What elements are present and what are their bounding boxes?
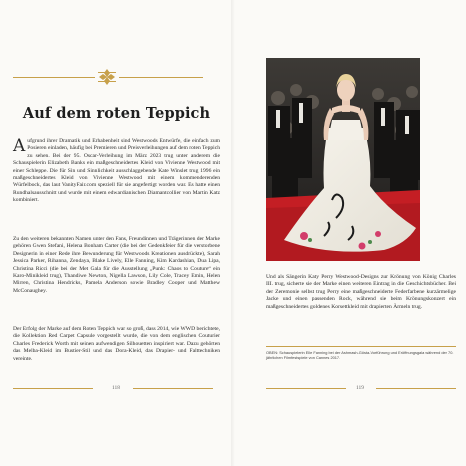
header-rule-left [13,77,95,78]
red-carpet-photo [266,58,420,261]
drop-cap: A [13,136,26,156]
paragraph-collection: Der Erfolg der Marke auf dem Roten Teppich war so groß, dass 2014, wie WWD berichtete, die Kollektion Red Carpet Capsule vorgestellt wurde, die von dem englischen Couturier Charles Frederick Worth mit seinen aufwendigen Silhouetten inspiriert war. Dazu gehörten das Melba-Kleid im Bustier-Stil und das Dora-Kleid, das Drapier- und Falttechniken vereinte. [13,326,220,362]
paragraph-intro [13,138,220,205]
page-title: Auf dem roten Teppich [22,105,211,122]
ornament-icon [97,67,117,87]
folio-rule-left-a [13,388,93,389]
folio-rule-right-a [266,388,346,389]
folio-rule-left-b [133,388,213,389]
paragraph-fans: Zu den weiteren bekannten Namen unter den Fans, Freundinnen und Trägerinnen der Marke gehören Gwen Stefani, Helena Bonham Carter (die bei der Gedenkfeier für die verstorbene Designerin in einer Rede ihre Bewunderung für Westwoods Kreationen ausdrückte), Sarah Jessica Parker, Rihanna, Zendaya, Blake Lively, Elle Fanning, Kim Kardashian, Dua Lipa, Christina Ricci (die bei der Met Gala für die Ausstellung „Punk: Chaos to Couture“ ein Karo-Minikleid trug), Thandiwe Newton, Nigella Lawson, Lily Cole, Tracey Emin, Helen Mirren, Christina Hendricks, Pamela Anderson sowie Bradley Cooper und Matthew McConaughey. [13,236,220,294]
page-gutter [231,0,235,466]
paragraph-intro-text: ufgrund ihrer Dramatik und Erhabenheit sind Westwoods Entwürfe, die einfach zum Posieren einladen, häufig bei Premieren und Preisverleihungen auf dem roten Teppich zu sehen. Bei der 95. Oscar-Verleihung im März 2023 trug unter anderem die Schauspielerin Elizabeth Banks ein maßgeschneidertes Kleid von Vivienne Westwood mit einer Schleppe. Die für Sin und Sinnlichkeit ausschlaggebende Kate Winslet trug 1996 ein maßgeschneidertes Kleid von Vivienne Westwood mit einem kommenderenden Würfelbock, das laut VanityFair.com speziell für sie angefertigt worden war. Es hatte einen Rundhalsausschnitt und wurde mit einem edwardianischen Diamantcollier von Martin Katz kombiniert. [13,138,220,204]
folio-rule-right-b [376,388,456,389]
right-page-text: Und als Sängerin Katy Perry Westwood-Designs zur Krönung von König Charles III. trug, sicherte sie der Marke einen weiteren Eintrag in die Geschichtsbücher. Bei der Zeremonie selbst trug Perry eine maßgeschneiderte Federfarbene kurzärmelige Jacke und einen passenden Rock, während sie beim Krönungskonzert ein maßgeschneidertes goldenes Korsettkleid mit drapierten Ärmeln trug. [266,274,456,310]
header-rule-right [119,77,203,78]
photo-caption: OBEN: Schauspielerin Elle Fanning bei der Ashmash-Gösta-Vorführung und Eröffnungsgala während der 70. jährlichen Filmfestspiele von Cannes 2017. [266,350,454,361]
page-number-left: 118 [112,385,121,391]
page-number-right: 119 [356,385,365,391]
caption-rule [266,346,456,347]
